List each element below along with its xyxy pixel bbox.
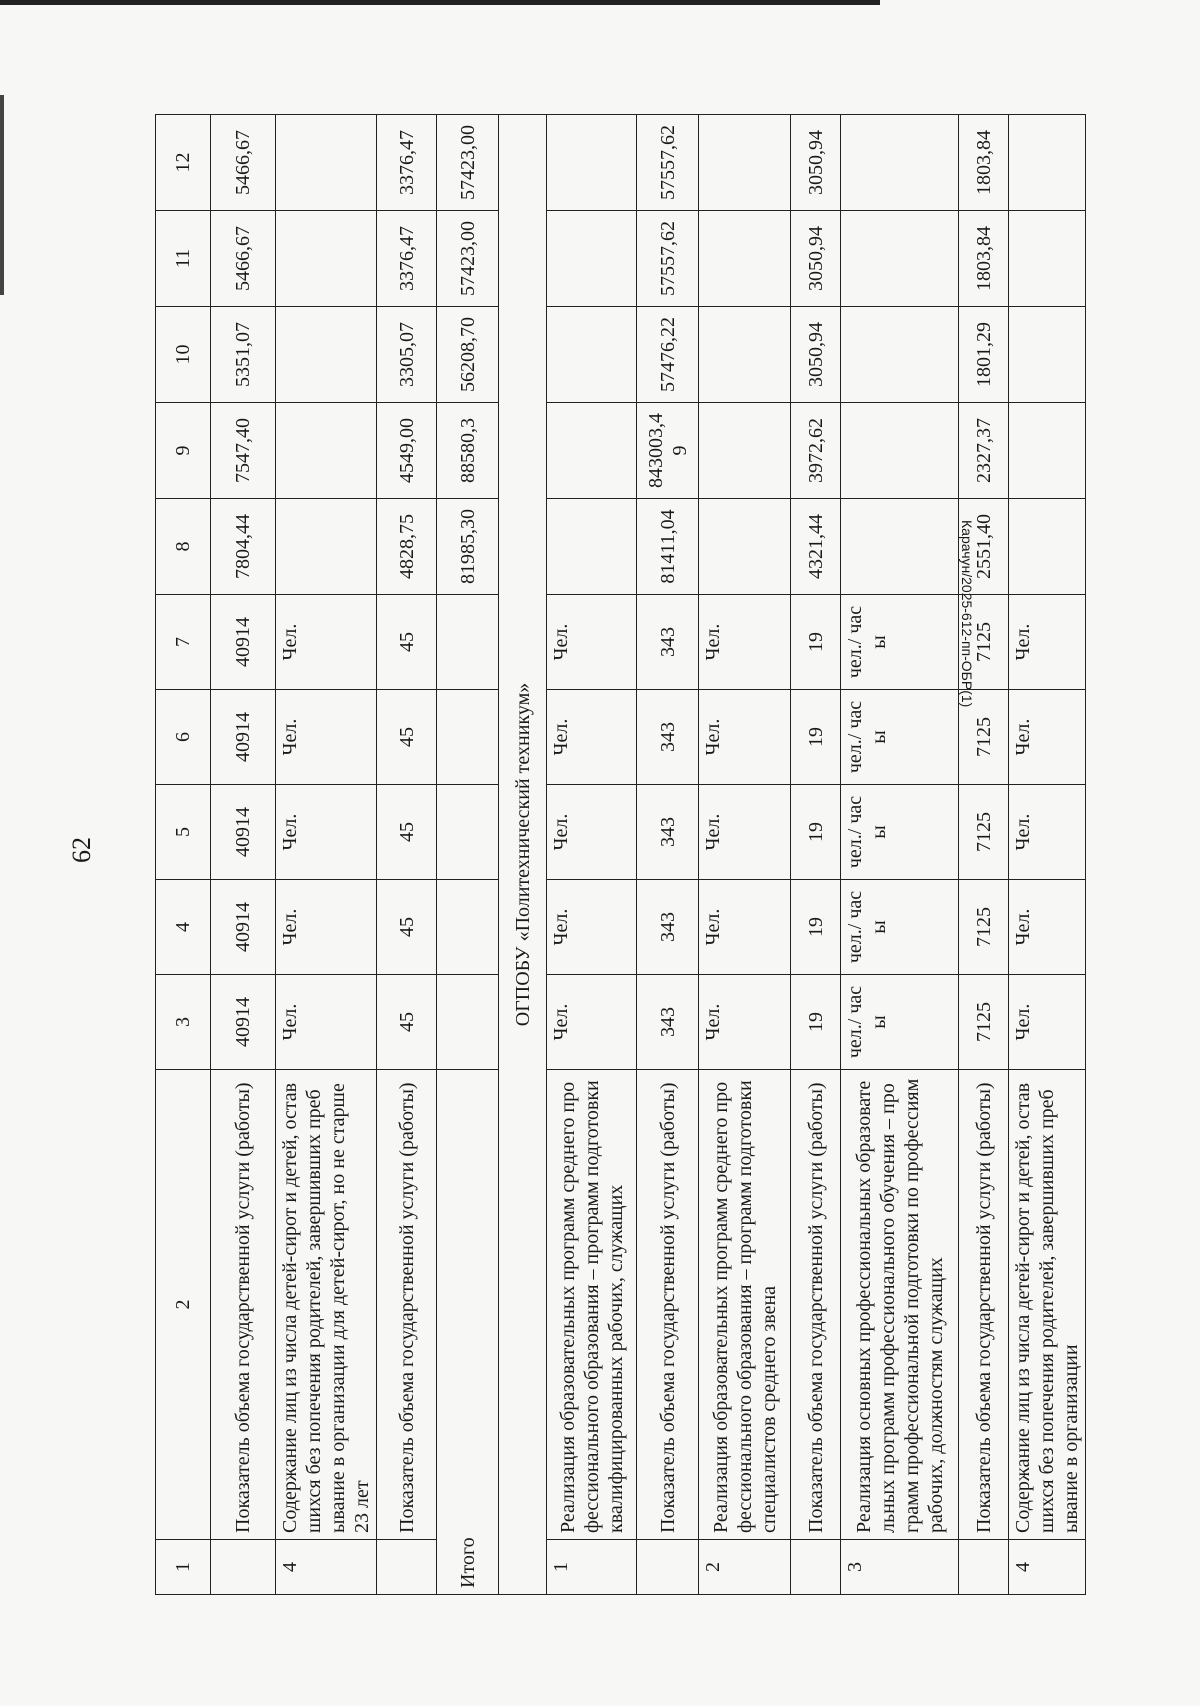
value-cell <box>276 211 377 307</box>
value-cell <box>699 115 791 211</box>
header-cell: 10 <box>156 307 211 403</box>
value-cell: 343 <box>637 690 699 785</box>
value-cell: 40914 <box>211 880 276 975</box>
value-cell <box>1009 499 1086 595</box>
section-title: ОГПОБУ «Политехнический техникум» <box>499 115 547 1595</box>
row-number-cell <box>211 1540 276 1595</box>
unit-cell: чел./ часы <box>841 975 959 1070</box>
value-cell: 3972,62 <box>791 403 841 499</box>
table-header-row <box>156 115 211 1595</box>
value-cell: 57476,22 <box>637 307 699 403</box>
header-cell: 6 <box>156 690 211 785</box>
header-cell: 12 <box>156 115 211 211</box>
indicator-name-cell: Показатель объема государственной услуги (работы) <box>211 1070 276 1540</box>
value-cell <box>437 975 499 1070</box>
unit-cell: Чел. <box>276 595 377 690</box>
value-cell: 343 <box>637 785 699 880</box>
footer-code: Карачун/2025-612-пп-ОБР(1) <box>959 520 975 708</box>
value-cell: 3305,07 <box>377 307 437 403</box>
total-value-cell: 57423,00 <box>437 115 499 211</box>
value-cell <box>437 880 499 975</box>
value-cell <box>437 690 499 785</box>
value-cell: 5466,67 <box>211 115 276 211</box>
value-cell <box>1009 115 1086 211</box>
section-row <box>499 115 547 1595</box>
value-cell: 3050,94 <box>791 211 841 307</box>
value-cell: 45 <box>377 595 437 690</box>
value-cell: 5351,07 <box>211 307 276 403</box>
row-number-cell: 4 <box>1009 1540 1086 1595</box>
value-cell: 3376,47 <box>377 115 437 211</box>
value-cell <box>1009 211 1086 307</box>
unit-cell: Чел. <box>547 785 637 880</box>
value-cell <box>1009 307 1086 403</box>
indicator-name-cell: Показатель объема государственной услуги (работы) <box>791 1070 841 1540</box>
rotated-table-container <box>155 115 1085 1595</box>
table-row <box>637 115 699 1595</box>
total-row <box>437 115 499 1595</box>
value-cell: 7547,40 <box>211 403 276 499</box>
header-cell: 9 <box>156 403 211 499</box>
row-number-cell: 3 <box>841 1540 959 1595</box>
unit-cell: Чел. <box>699 595 791 690</box>
value-cell: 19 <box>791 880 841 975</box>
unit-cell: Чел. <box>276 690 377 785</box>
row-number-cell <box>637 1540 699 1595</box>
value-cell: 1803,84 <box>959 115 1009 211</box>
value-cell: 19 <box>791 690 841 785</box>
total-value-cell: 56208,70 <box>437 307 499 403</box>
header-cell: 1 <box>156 1540 211 1595</box>
total-value-cell: 57423,00 <box>437 211 499 307</box>
row-number-cell <box>791 1540 841 1595</box>
value-cell <box>276 115 377 211</box>
value-cell: 7125 <box>959 785 1009 880</box>
total-value-cell: 88580,3 <box>437 403 499 499</box>
unit-cell: чел./ часы <box>841 785 959 880</box>
header-cell: 11 <box>156 211 211 307</box>
unit-cell: Чел. <box>276 975 377 1070</box>
row-number-cell <box>377 1540 437 1595</box>
unit-cell: Чел. <box>547 975 637 1070</box>
indicator-name-cell: Показатель объема государственной услуги (работы) <box>637 1070 699 1540</box>
value-cell: 4321,44 <box>791 499 841 595</box>
unit-cell: Чел. <box>547 595 637 690</box>
value-cell: 7804,44 <box>211 499 276 595</box>
value-cell: 3050,94 <box>791 115 841 211</box>
value-cell <box>276 403 377 499</box>
unit-cell: Чел. <box>699 880 791 975</box>
value-cell: 3376,47 <box>377 211 437 307</box>
scan-left-mark <box>0 95 4 295</box>
unit-cell: Чел. <box>699 785 791 880</box>
row-number-cell: 1 <box>547 1540 637 1595</box>
unit-cell: чел./ часы <box>841 880 959 975</box>
value-cell: 45 <box>377 880 437 975</box>
value-cell: 343 <box>637 975 699 1070</box>
value-cell: 2327,37 <box>959 403 1009 499</box>
unit-cell: Чел. <box>1009 975 1086 1070</box>
value-cell: 343 <box>637 595 699 690</box>
value-cell <box>547 115 637 211</box>
table-row <box>377 115 437 1595</box>
table-row <box>841 115 959 1595</box>
unit-cell: чел./ часы <box>841 595 959 690</box>
value-cell: 45 <box>377 785 437 880</box>
value-cell <box>547 499 637 595</box>
unit-cell: Чел. <box>276 880 377 975</box>
value-cell: 45 <box>377 975 437 1070</box>
table-row <box>791 115 841 1595</box>
table-row <box>1009 115 1086 1595</box>
unit-cell: Чел. <box>547 880 637 975</box>
indicator-name-cell: Показатель объема государственной услуги (работы) <box>959 1070 1009 1540</box>
table-row <box>699 115 791 1595</box>
value-cell: 40914 <box>211 785 276 880</box>
header-cell: 7 <box>156 595 211 690</box>
service-name-cell: Реализация основных профессиональных образовательных программ профессионального обучения – программ профессиональной подготовки по профессиям рабочих, должностям служащих <box>841 1070 959 1540</box>
value-cell: 19 <box>791 595 841 690</box>
unit-cell: чел./ часы <box>841 690 959 785</box>
value-cell: 843003,49 <box>637 403 699 499</box>
header-cell: 3 <box>156 975 211 1070</box>
service-name-cell: Реализация образовательных программ среднего профессионального образования – программ подготовки квалифицированных рабочих, служащих <box>547 1070 637 1540</box>
value-cell <box>276 499 377 595</box>
value-cell <box>841 115 959 211</box>
unit-cell: Чел. <box>547 690 637 785</box>
value-cell: 4549,00 <box>377 403 437 499</box>
indicator-name-cell: Показатель объема государственной услуги (работы) <box>377 1070 437 1540</box>
total-value-cell: 81985,30 <box>437 499 499 595</box>
value-cell: 19 <box>791 975 841 1070</box>
value-cell: 40914 <box>211 690 276 785</box>
value-cell <box>437 785 499 880</box>
value-cell: 7125 <box>959 975 1009 1070</box>
unit-cell: Чел. <box>1009 595 1086 690</box>
value-cell: 3050,94 <box>791 307 841 403</box>
value-cell <box>547 211 637 307</box>
header-cell: 8 <box>156 499 211 595</box>
value-cell: 57557,62 <box>637 115 699 211</box>
unit-cell: Чел. <box>1009 690 1086 785</box>
budget-table <box>155 114 1086 1595</box>
unit-cell: Чел. <box>1009 785 1086 880</box>
header-cell: 2 <box>156 1070 211 1540</box>
value-cell <box>276 307 377 403</box>
value-cell <box>699 211 791 307</box>
value-cell: 45 <box>377 690 437 785</box>
table-row <box>959 115 1009 1595</box>
value-cell <box>841 499 959 595</box>
value-cell <box>437 595 499 690</box>
value-cell <box>699 499 791 595</box>
unit-cell: Чел. <box>699 690 791 785</box>
value-cell <box>1009 403 1086 499</box>
value-cell: 81411,04 <box>637 499 699 595</box>
value-cell: 40914 <box>211 975 276 1070</box>
service-name-cell: Реализация образовательных программ среднего профессионального образования – программ подготовки специалистов среднего звена <box>699 1070 791 1540</box>
table-row <box>211 115 276 1595</box>
value-cell <box>547 403 637 499</box>
scan-top-border <box>0 0 880 5</box>
value-cell: 1801,29 <box>959 307 1009 403</box>
value-cell <box>699 403 791 499</box>
value-cell: 57557,62 <box>637 211 699 307</box>
value-cell: 343 <box>637 880 699 975</box>
value-cell <box>841 307 959 403</box>
value-cell <box>699 307 791 403</box>
value-cell: 40914 <box>211 595 276 690</box>
row-number-cell <box>959 1540 1009 1595</box>
table-row <box>547 115 637 1595</box>
unit-cell: Чел. <box>276 785 377 880</box>
value-cell <box>841 211 959 307</box>
total-label-cell: Итого <box>437 1070 499 1595</box>
value-cell: 7125 <box>959 595 1009 690</box>
value-cell: 7125 <box>959 880 1009 975</box>
value-cell <box>547 307 637 403</box>
value-cell: 7125 <box>959 690 1009 785</box>
value-cell <box>841 403 959 499</box>
value-cell: 5466,67 <box>211 211 276 307</box>
page-number: 62 <box>67 837 96 863</box>
table-row <box>276 115 377 1595</box>
service-name-cell: Содержание лиц из числа детей-сирот и детей, оставшихся без попечения родителей, завершивших пребывание в организации для детей-сирот, но не старше 23 лет <box>276 1070 377 1540</box>
value-cell: 1803,84 <box>959 211 1009 307</box>
header-cell: 5 <box>156 785 211 880</box>
row-number-cell: 2 <box>699 1540 791 1595</box>
service-name-cell: Содержание лиц из числа детей-сирот и детей, оставшихся без попечения родителей, завершивших пребывание в организации <box>1009 1070 1086 1540</box>
header-cell: 4 <box>156 880 211 975</box>
value-cell: 2551,40 <box>959 499 1009 595</box>
row-number-cell: 4 <box>276 1540 377 1595</box>
value-cell: 19 <box>791 785 841 880</box>
value-cell: 4828,75 <box>377 499 437 595</box>
unit-cell: Чел. <box>1009 880 1086 975</box>
unit-cell: Чел. <box>699 975 791 1070</box>
